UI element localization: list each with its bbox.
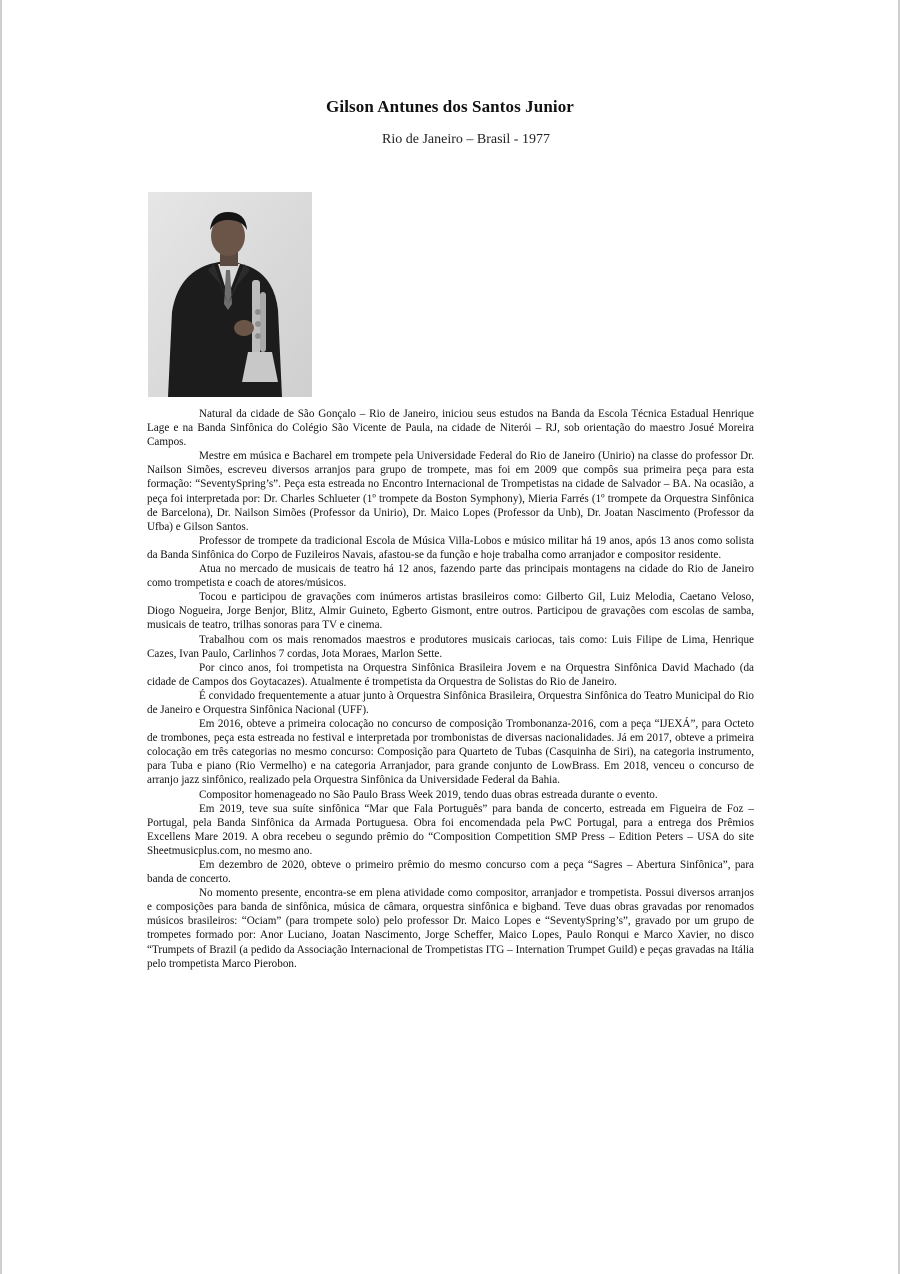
paragraph: Mestre em música e Bacharel em trompete pela Universidade Federal do Rio de Janeiro (Unirio) na classe do professor Dr. Nailson Simões, escreveu diversos arranjos para grupo de trompete, mas foi em 2009 que compôs sua primeira peça para esta formação: “SeventySpring’s”. Peça esta estreada no Encontro Internacional de Trompetistas na cidade de Salvador – BA. Na ocasião, a peça foi interpretada por: Dr. Charles Schlueter (1º trompete da Boston Symphony), Mieria Farrés (1º trompete da Orquestra Sinfônica de Barcelona), Dr. Nailson Simões (Professor da Unirio), Dr. Maico Lopes (Professor da Unb), Dr. Joatan Nascimento (Professor da Ufba) e Gilson Santos. — [147, 450, 754, 533]
portrait-photo — [148, 192, 312, 397]
paragraph: Em dezembro de 2020, obteve o primeiro prêmio do mesmo concurso com a peça “Sagres – Abertura Sinfônica”, para banda de concerto. — [147, 859, 754, 886]
paragraph: Por cinco anos, foi trompetista na Orquestra Sinfônica Brasileira Jovem e na Orquestra Sinfônica David Machado (da cidade de Campos dos Goytacazes). Atualmente é trompetista da Orquestra de Solistas do Rio de Janeiro. — [147, 661, 754, 688]
paragraph: Trabalhou com os mais renomados maestros e produtores musicais cariocas, tais como: Luis Filipe de Lima, Henrique Cazes, Ivan Paulo, Carlinhos 7 cordas, Jota Moraes, Marlon Sette. — [147, 633, 754, 660]
portrait-illustration — [148, 192, 312, 397]
paragraph: É convidado frequentemente a atuar junto à Orquestra Sinfônica Brasileira, Orquestra Sinfônica do Teatro Municipal do Rio de Janeiro e Orquestra Sinfônica Nacional (UFF). — [147, 689, 754, 716]
paragraph: Em 2016, obteve a primeira colocação no concurso de composição Trombonanza-2016, com a peça “IJEXÁ”, para Octeto de trombones, peça esta estreada no festival e interpretada por trombonistas de diversas nacionalidades. Já em 2017, obteve a primeira colocação em três categorias no mesmo concurso: Composição para Quarteto de Tubas (Casquinha de Siri), na categoria instrumento, para Tuba e piano (Rio Vermelho) e na categoria Arranjador, para grande conjunto de LowBrass. Em 2018, venceu o concurso de arranjo jazz sinfônico, realizado pela Orquestra Sinfônica da Universidade Federal da Bahia. — [147, 718, 754, 787]
paragraph: Compositor homenageado no São Paulo Brass Week 2019, tendo duas obras estreada durante o evento. — [199, 788, 658, 801]
paragraph: Atua no mercado de musicais de teatro há 12 anos, fazendo parte das principais montagens na cidade do Rio de Janeiro como trompetista e coach de atores/músicos. — [147, 563, 754, 590]
paragraph: No momento presente, encontra-se em plena atividade como compositor, arranjador e trompetista. Possui diversos arranjos e composições para banda de sinfônica, música de câmara, orquestra sinfônica e bigband. Teve duas obras gravadas por renomados músicos brasileiros: “Ociam” (para trompete solo) pelo professor Dr. Maico Lopes e “SeventySpring’s”, gravado por um grupo de trompetes formado por: Anor Luciano, Joatan Nascimento, Jorge Scheffer, Maico Lopes, Paulo Ronqui e Marco Xavier, no disco “Trumpets of Brazil (a pedido da Associação Internacional de Trompetistas ITG – Internation Trumpet Guild) e peças gravadas na Itália pelo trompetista Marco Pierobon. — [147, 887, 754, 970]
page-left-edge — [0, 0, 2, 1274]
paragraph: Em 2019, teve sua suíte sinfônica “Mar que Fala Português” para banda de concerto, estreada em Figueira de Foz – Portugal, pela Banda Sinfônica da Armada Portuguesa. Obra foi encomendada pela PwC Portugal, para a entrega dos Prêmios Excellens Mare 2019. A obra recebeu o segundo prêmio do “Composition Competition SMP Press – Edition Peters – USA do site Sheetmusicplus.com, no mesmo ano. — [147, 802, 754, 857]
page-title: Gilson Antunes dos Santos Junior — [326, 97, 574, 116]
paragraph: Professor de trompete da tradicional Escola de Música Villa-Lobos e músico militar há 19 anos, após 13 anos como solista da Banda Sinfônica do Corpo de Fuzileiros Navais, afastou-se da função e hoje trabalha como arranjador e compositor residente. — [147, 534, 754, 561]
paragraph: Natural da cidade de São Gonçalo – Rio de Janeiro, iniciou seus estudos na Banda da Escola Técnica Estadual Henrique Lage e na Banda Sinfônica do Colégio São Vicente de Paula, na cidade de Niterói – RJ, sob orientação do maestro Josué Moreira Campos. — [147, 408, 754, 449]
paragraph: Tocou e participou de gravações com inúmeros artistas brasileiros como: Gilberto Gil, Luiz Melodia, Caetano Veloso, Diogo Nogueira, Jorge Benjor, Blitz, Almir Guineto, Egberto Gismont, entre outros. Participou de gravações com escolas de samba, musicais de teatro, trilhas sonoras para TV e cinema. — [147, 591, 754, 632]
biography-text — [147, 407, 754, 971]
page-subtitle: Rio de Janeiro – Brasil - 1977 — [382, 132, 550, 147]
